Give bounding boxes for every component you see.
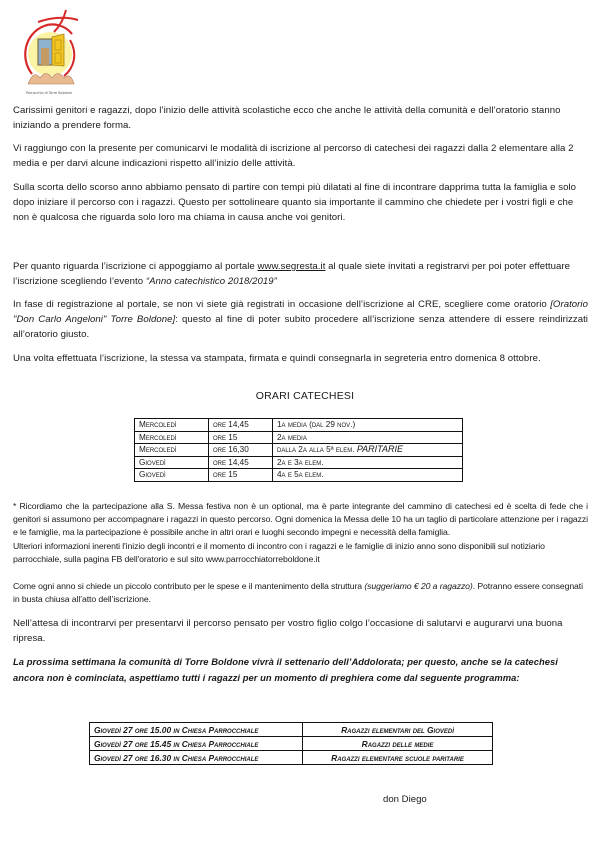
class-cell: 2a e 3a elem. (273, 456, 463, 469)
class-cell: 1a media (dal 29 nov.) (273, 419, 463, 432)
mass-note-paragraph: * Ricordiamo che la partecipazione alla S. Messa festiva non è un optional, ma è parte integrante del cammino di catechesi ed è scelta di fede che i genitori si assumono per accompagnare i ragazzi in questo percorso. Ogni domenica la Messa delle 10 ha un taglio di particolare attenzione per i ragazzi e le famiglie, ma la partecipazione è possibile anche in altri orari e luoghi secondo impegni e necessità della famiglia. (13, 501, 588, 537)
who-cell: Ragazzi elementare scuole paritarie (303, 751, 493, 765)
when-cell: Giovedì 27 ore 15.00 in Chiesa Parrocchiale (90, 723, 303, 737)
closing-paragraph: Nell’attesa di incontrarvi per presentarvi il percorso pensato per vostro figlio colgo l’occasione di salutarvi e augurarvi una buona ripresa. (13, 618, 563, 644)
portal-text-b: al quale siete invitati a registrarvi per poi poter effettuare l’iscrizione scegliendo l’evento (13, 261, 570, 287)
segresta-link[interactable]: www.segresta.it (257, 261, 326, 272)
class-extra: PARITARIE (356, 444, 404, 455)
oratorio-text-a: In fase di registrazione al portale, se non vi siete già registrati in occasione dell’iscrizione al CRE, scegliere come oratorio (13, 299, 551, 310)
time-cell: ore 16,30 (209, 444, 273, 457)
table-row (135, 431, 463, 444)
further-info-paragraph: Ulteriori informazioni inerenti l'inizio degli incontri e il momento di incontro con i ragazzi e le famiglie di inizio anno sono disponibili sul notiziario parrocchiale, sulla pagina FB dell'oratorio e sul sito www.parrocchiatorreboldone.it (13, 541, 545, 564)
time-cell: ore 14,45 (209, 456, 273, 469)
contribution-text-b: . Potranno essere consegnati in busta chiusa all’atto dell’iscrizione. (13, 581, 583, 604)
oratorio-name: [Oratorio "Don Carlo Angeloni" Torre Boldone] (13, 299, 588, 325)
class-cell: 2a media (273, 431, 463, 444)
class-text: dalla 2a alla 5ª elem. (277, 445, 357, 455)
day-cell: Mercoledì (135, 419, 209, 432)
when-cell: Giovedì 27 ore 16.30 in Chiesa Parrocchiale (90, 751, 303, 765)
time-cell: ore 15 (209, 431, 273, 444)
registration-info-paragraph: Vi raggiungo con la presente per comunicarvi le modalità di iscrizione al percorso di catechesi dei ragazzi dalla 2 elementare alla 2 media e per darvi alcune indicazioni rispetto all’inizio delle attività. (13, 143, 574, 169)
time-cell: ore 15 (209, 469, 273, 482)
when-cell: Giovedì 27 ore 15.45 in Chiesa Parrocchiale (90, 737, 303, 751)
orari-title: ORARI CATECHESI (255, 390, 355, 402)
oratorio-logo-icon (14, 4, 84, 96)
portal-paragraph (13, 259, 588, 289)
logo-graphic (14, 4, 84, 96)
table-row (135, 469, 463, 482)
contribution-paragraph (13, 580, 588, 606)
svg-text:Parrocchia di Torre Boldone: Parrocchia di Torre Boldone (25, 91, 73, 95)
portal-text-a: Per quanto riguarda l’iscrizione ci appoggiamo al portale (13, 261, 258, 272)
family-paragraph: Sulla scorta dello scorso anno abbiamo pensato di partire con tempi più dilatati al fine di incontrare dapprima tutta la famiglia e solo dopo iniziare il percorso con i ragazzi. Questo per sottolineare quanto sia importante il cammino che chiedete per i vostri figli e che non è qualcosa che riguarda solo loro ma chiama in causa anche voi genitori. (13, 182, 577, 223)
who-cell: Ragazzi delle medie (303, 737, 493, 751)
day-cell: Giovedì (135, 469, 209, 482)
day-cell: Giovedì (135, 456, 209, 469)
table-row (90, 723, 493, 737)
class-cell: 4a e 5a elem. (273, 469, 463, 482)
oratorio-choice-paragraph (13, 297, 588, 342)
time-cell: ore 14,45 (209, 419, 273, 432)
table-row (90, 737, 493, 751)
table-row (90, 751, 493, 765)
who-cell: Ragazzi elementari del Giovedì (303, 723, 493, 737)
programma-table (89, 722, 493, 765)
signature: don Diego (383, 794, 427, 805)
contribution-suggestion: (suggeriamo € 20 a ragazzo) (364, 581, 473, 591)
contribution-text-a: Come ogni anno si chiede un piccolo contributo per le spese e il mantenimento della struttura (13, 581, 365, 591)
class-cell (273, 444, 463, 457)
orari-table (134, 418, 463, 482)
table-row (135, 419, 463, 432)
settenario-paragraph: La prossima settimana la comunità di Torre Boldone vivrà il settenario dell’Addolorata; per questo, anche se la catechesi ancora non è cominciata, aspettiamo tutti i ragazzi per un momento di preghiera come dal seguente programma: (13, 656, 558, 683)
oratorio-text-b: : questo al fine di poter subito procedere all’iscrizione senza attendere di essere reindirizzati all’oratorio giusto. (13, 314, 588, 340)
intro-paragraph: Carissimi genitori e ragazzi, dopo l’inizio delle attività scolastiche ecco che anche le attività della comunità e dell’oratorio stanno iniziando a prendere forma. (13, 105, 561, 131)
table-row (135, 456, 463, 469)
day-cell: Mercoledì (135, 444, 209, 457)
table-row (135, 444, 463, 457)
submission-paragraph: Una volta effettuata l’iscrizione, la stessa va stampata, firmata e quindi consegnarla in segreteria entro domenica 8 ottobre. (13, 353, 541, 364)
day-cell: Mercoledì (135, 431, 209, 444)
event-name: “Anno catechistico 2018/2019” (145, 276, 277, 287)
